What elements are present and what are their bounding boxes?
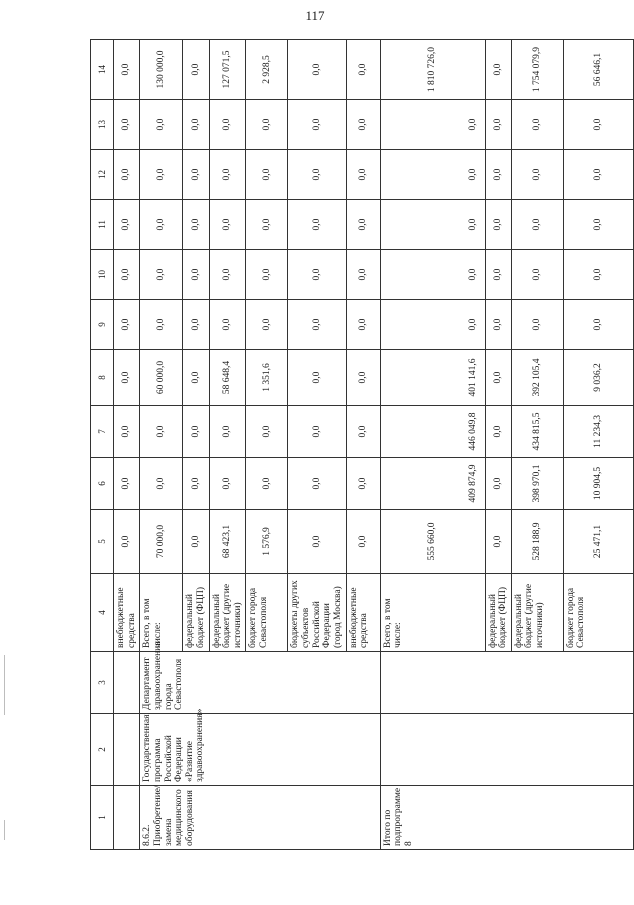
column-number: 4	[91, 574, 114, 652]
value-cell: 0,0	[288, 510, 346, 574]
scan-edge-mark	[4, 655, 5, 715]
value-cell: 0,0	[511, 250, 563, 300]
funding-source-cell: бюджет города Севастополя	[563, 574, 633, 652]
value-cell: 392 105,4	[511, 350, 563, 406]
value-cell: 0,0	[183, 300, 209, 350]
funding-source-cell: бюджеты других субъектов Российской Федерации (город Москва)	[288, 574, 346, 652]
value-cell: 0,0	[485, 40, 511, 100]
value-cell: 401 141,6	[380, 350, 485, 406]
value-cell: 0,0	[140, 100, 183, 150]
column-number-row	[91, 40, 114, 850]
column-number: 3	[91, 652, 114, 714]
funding-source-cell: федеральный бюджет (другие источники)	[209, 574, 246, 652]
value-cell: 127 071,5	[209, 40, 246, 100]
value-cell: 56 646,1	[563, 40, 633, 100]
table-body	[91, 40, 634, 850]
empty-cell	[114, 714, 140, 786]
executor-cell: Департамент здравоохранения города Севастополя	[140, 652, 380, 714]
value-cell: 0,0	[209, 200, 246, 250]
value-cell: 0,0	[380, 100, 485, 150]
value-cell: 0,0	[209, 150, 246, 200]
value-cell: 9 036,2	[563, 350, 633, 406]
value-cell: 11 234,3	[563, 406, 633, 458]
column-number: 7	[91, 406, 114, 458]
table-row	[114, 40, 140, 850]
value-cell: 0,0	[288, 300, 346, 350]
value-cell: 0,0	[114, 300, 140, 350]
column-number: 6	[91, 458, 114, 510]
funding-source-cell: федеральный бюджет (ФЦП)	[485, 574, 511, 652]
value-cell: 0,0	[485, 406, 511, 458]
value-cell: 0,0	[183, 458, 209, 510]
table-row	[140, 40, 183, 850]
value-cell: 70 000,0	[140, 510, 183, 574]
value-cell: 0,0	[246, 200, 288, 250]
value-cell: 0,0	[563, 100, 633, 150]
rotated-table-frame	[90, 40, 603, 850]
value-cell: 0,0	[288, 150, 346, 200]
value-cell: 0,0	[346, 406, 380, 458]
value-cell: 25 471,1	[563, 510, 633, 574]
value-cell: 2 928,5	[246, 40, 288, 100]
program-cell: Государственная программа Российской Федерации «Развитие здравоохранения»	[140, 714, 380, 786]
value-cell: 1 576,9	[246, 510, 288, 574]
value-cell: 0,0	[485, 300, 511, 350]
value-cell: 0,0	[183, 350, 209, 406]
rotated-table	[90, 40, 603, 850]
value-cell: 0,0	[288, 406, 346, 458]
value-cell: 0,0	[485, 510, 511, 574]
value-cell: 0,0	[485, 100, 511, 150]
value-cell: 0,0	[288, 40, 346, 100]
value-cell: 434 815,5	[511, 406, 563, 458]
value-cell: 0,0	[288, 458, 346, 510]
column-number: 9	[91, 300, 114, 350]
funding-source-cell: бюджет города Севастополя	[246, 574, 288, 652]
value-cell: 0,0	[114, 250, 140, 300]
column-number: 14	[91, 40, 114, 100]
value-cell: 0,0	[183, 250, 209, 300]
value-cell: 0,0	[288, 250, 346, 300]
value-cell: 0,0	[140, 458, 183, 510]
value-cell: 0,0	[288, 350, 346, 406]
funding-source-cell: Всего, в том числе:	[380, 574, 485, 652]
value-cell: 0,0	[209, 406, 246, 458]
value-cell: 0,0	[183, 40, 209, 100]
value-cell: 0,0	[114, 458, 140, 510]
value-cell: 0,0	[563, 250, 633, 300]
value-cell: 0,0	[485, 350, 511, 406]
column-number: 2	[91, 714, 114, 786]
executor-cell	[380, 652, 633, 714]
value-cell: 10 904,5	[563, 458, 633, 510]
value-cell: 0,0	[140, 250, 183, 300]
budget-table	[90, 39, 634, 850]
value-cell: 0,0	[511, 200, 563, 250]
empty-cell	[114, 652, 140, 714]
page-number: 117	[305, 8, 325, 23]
value-cell: 0,0	[114, 350, 140, 406]
item-name-cell: Итого по подпрограмме 8	[380, 786, 633, 850]
value-cell: 0,0	[346, 350, 380, 406]
value-cell: 0,0	[485, 200, 511, 250]
funding-source-cell: Всего, в том числе:	[140, 574, 183, 652]
value-cell: 446 049,8	[380, 406, 485, 458]
value-cell: 0,0	[346, 510, 380, 574]
value-cell: 0,0	[380, 300, 485, 350]
value-cell: 0,0	[346, 40, 380, 100]
value-cell: 0,0	[485, 150, 511, 200]
column-number: 1	[91, 786, 114, 850]
value-cell: 68 423,1	[209, 510, 246, 574]
value-cell: 0,0	[183, 200, 209, 250]
value-cell: 0,0	[183, 100, 209, 150]
value-cell: 0,0	[140, 406, 183, 458]
value-cell: 555 660,0	[380, 510, 485, 574]
funding-source-cell: федеральный бюджет (ФЦП)	[183, 574, 209, 652]
value-cell: 0,0	[209, 100, 246, 150]
value-cell: 0,0	[246, 458, 288, 510]
value-cell: 0,0	[346, 300, 380, 350]
value-cell: 0,0	[183, 510, 209, 574]
value-cell: 0,0	[114, 510, 140, 574]
value-cell: 0,0	[511, 150, 563, 200]
column-number: 11	[91, 200, 114, 250]
funding-source-cell: внебюджетные средства	[114, 574, 140, 652]
column-number: 5	[91, 510, 114, 574]
value-cell: 0,0	[246, 100, 288, 150]
value-cell: 0,0	[114, 200, 140, 250]
column-number: 13	[91, 100, 114, 150]
value-cell: 0,0	[346, 100, 380, 150]
value-cell: 0,0	[114, 40, 140, 100]
value-cell: 0,0	[288, 200, 346, 250]
value-cell: 0,0	[346, 150, 380, 200]
value-cell: 0,0	[346, 250, 380, 300]
value-cell: 0,0	[563, 300, 633, 350]
value-cell: 0,0	[183, 406, 209, 458]
scan-edge-mark	[4, 820, 5, 840]
value-cell: 0,0	[380, 150, 485, 200]
column-number: 10	[91, 250, 114, 300]
value-cell: 0,0	[485, 250, 511, 300]
value-cell: 409 874,9	[380, 458, 485, 510]
value-cell: 0,0	[246, 250, 288, 300]
funding-source-cell: внебюджетные средства	[346, 574, 380, 652]
value-cell: 0,0	[140, 150, 183, 200]
table-row	[380, 40, 485, 850]
value-cell: 0,0	[209, 300, 246, 350]
value-cell: 1 810 726,0	[380, 40, 485, 100]
value-cell: 528 188,9	[511, 510, 563, 574]
value-cell: 0,0	[246, 300, 288, 350]
column-number: 8	[91, 350, 114, 406]
column-number: 12	[91, 150, 114, 200]
value-cell: 0,0	[511, 300, 563, 350]
value-cell: 0,0	[380, 250, 485, 300]
value-cell: 0,0	[485, 458, 511, 510]
value-cell: 0,0	[140, 200, 183, 250]
program-cell	[380, 714, 633, 786]
value-cell: 0,0	[563, 200, 633, 250]
funding-source-cell: федеральный бюджет (другие источники)	[511, 574, 563, 652]
value-cell: 0,0	[380, 200, 485, 250]
value-cell: 0,0	[140, 300, 183, 350]
value-cell: 0,0	[114, 150, 140, 200]
value-cell: 0,0	[511, 100, 563, 150]
value-cell: 0,0	[346, 458, 380, 510]
item-name-cell: 8.6.2. Приобретение/ замена медицинского оборудования	[140, 786, 380, 850]
value-cell: 0,0	[246, 150, 288, 200]
value-cell: 0,0	[183, 150, 209, 200]
value-cell: 1 754 079,9	[511, 40, 563, 100]
value-cell: 0,0	[246, 406, 288, 458]
value-cell: 0,0	[563, 150, 633, 200]
value-cell: 0,0	[288, 100, 346, 150]
value-cell: 0,0	[209, 250, 246, 300]
value-cell: 0,0	[209, 458, 246, 510]
value-cell: 1 351,6	[246, 350, 288, 406]
value-cell: 398 970,1	[511, 458, 563, 510]
value-cell: 60 000,0	[140, 350, 183, 406]
empty-cell	[114, 786, 140, 850]
value-cell: 58 648,4	[209, 350, 246, 406]
value-cell: 130 000,0	[140, 40, 183, 100]
value-cell: 0,0	[346, 200, 380, 250]
value-cell: 0,0	[114, 406, 140, 458]
value-cell: 0,0	[114, 100, 140, 150]
